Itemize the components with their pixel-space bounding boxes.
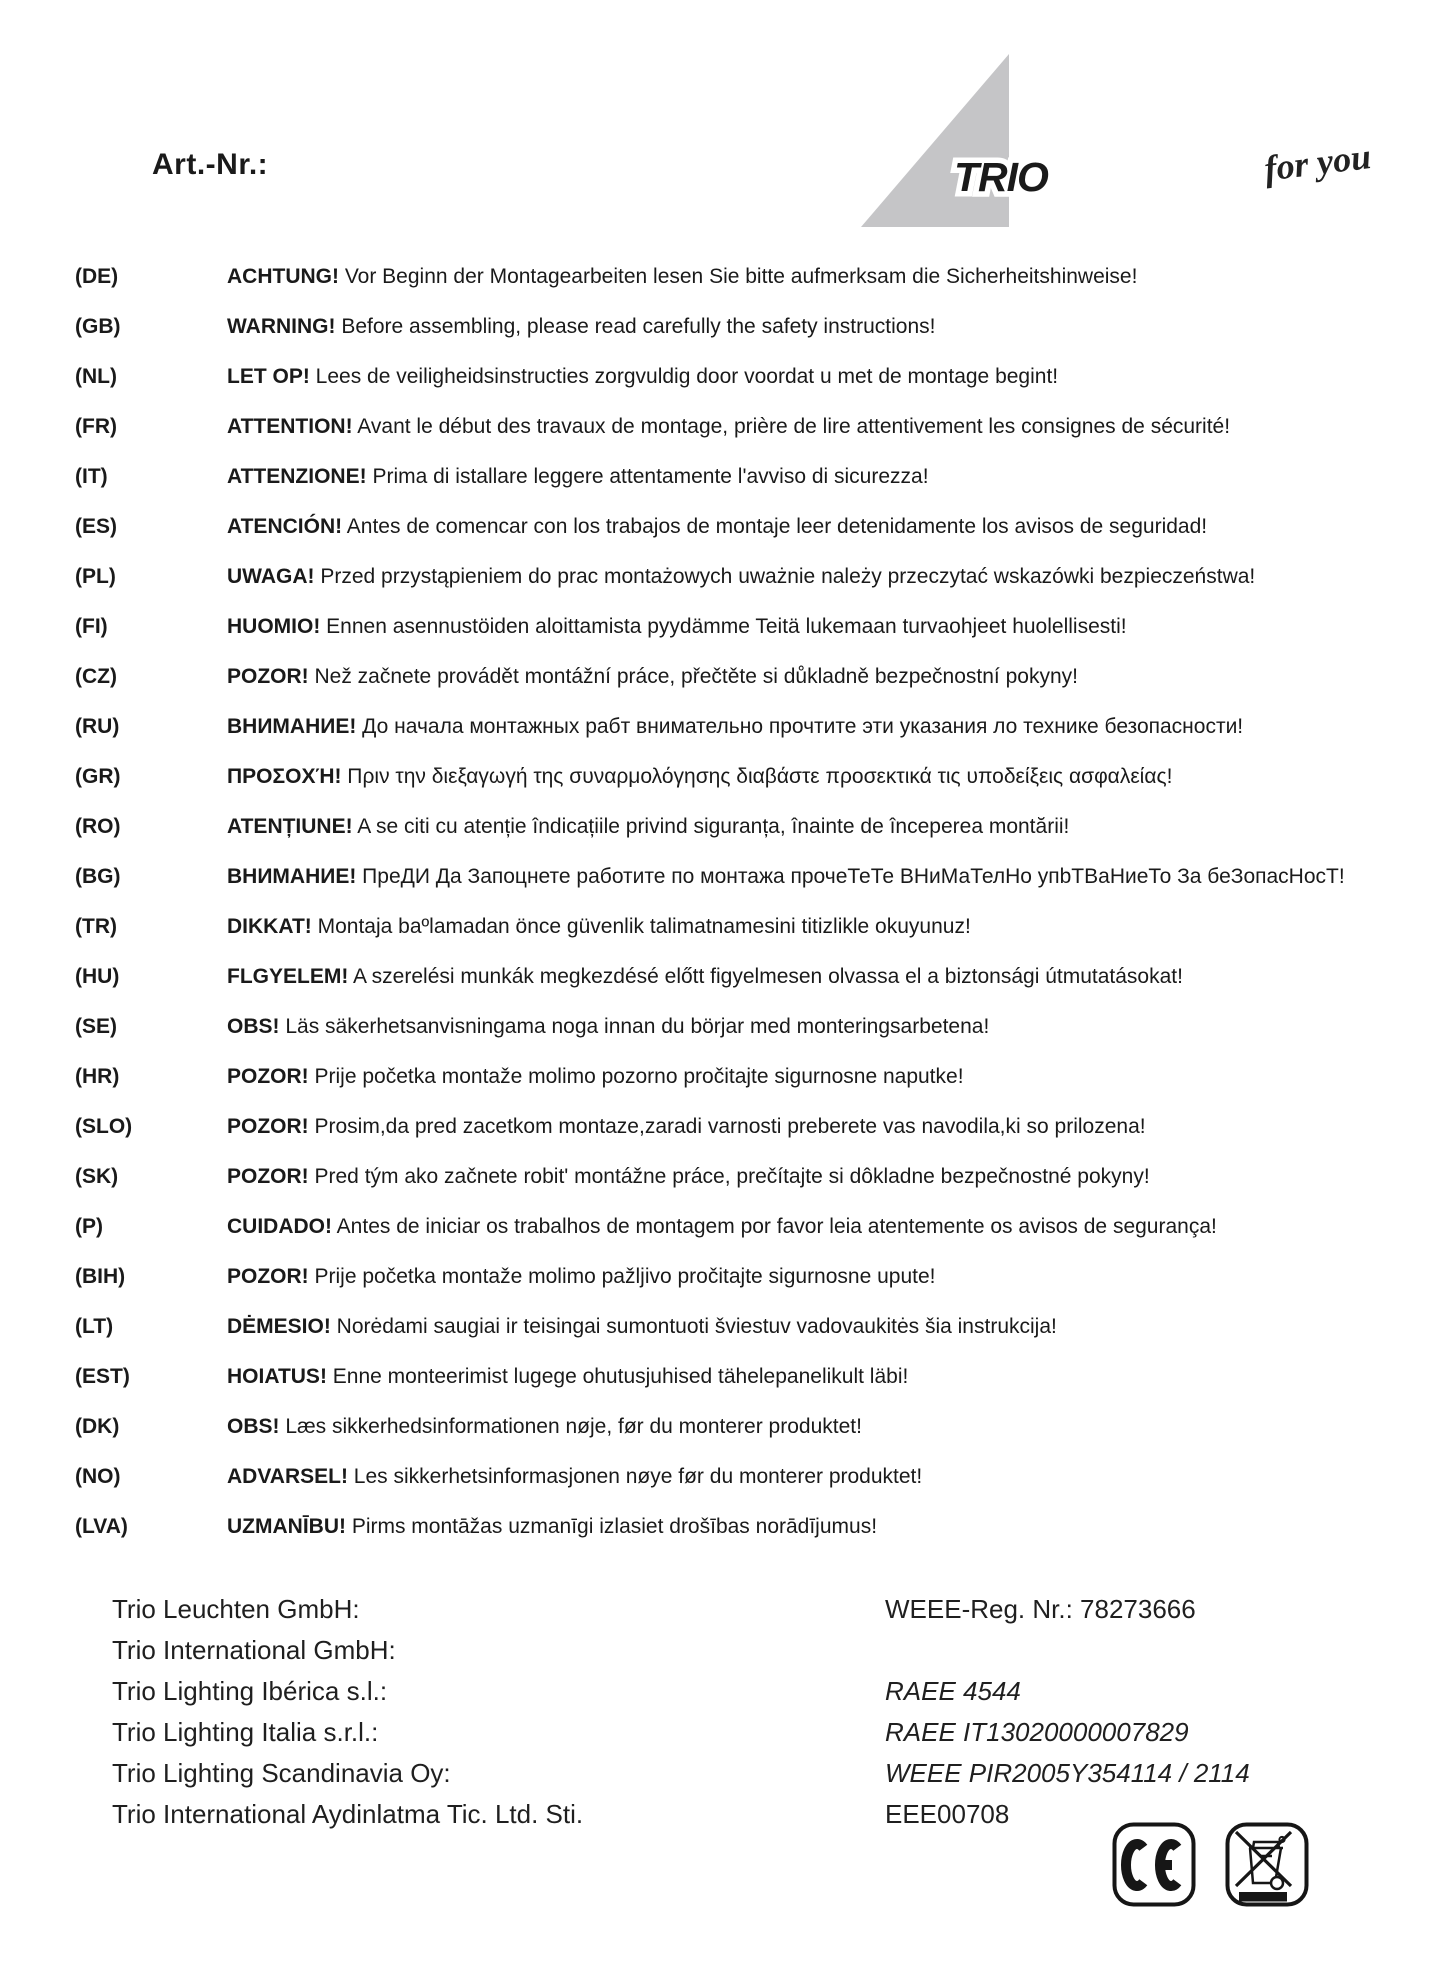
warning-text: [227, 1152, 1150, 1202]
company-row: [0, 1753, 1436, 1794]
warning-row: [0, 1152, 1436, 1202]
warning-row: [0, 752, 1436, 802]
language-code: (DE): [75, 265, 119, 288]
warning-text: [227, 952, 1183, 1002]
language-code: (GR): [75, 765, 121, 788]
warning-body: ПреДИ Да Запоцнете работите по монтажа прочеТеТе ВНиМаТелНо упbТВаНиеТо За беЗопасНосТ!: [356, 865, 1345, 888]
warning-lead-word: HOIATUS!: [227, 1365, 327, 1388]
warning-body: Montaja baºlamadan önce güvenlik talimatnamesini titizlikle okuyunuz!: [311, 915, 971, 938]
warning-lead-word: DIKKAT!: [227, 915, 312, 938]
company-name: Trio Leuchten GmbH:: [112, 1594, 360, 1624]
warning-lead-word: LET OP!: [227, 365, 310, 388]
ce-mark-icon: [1112, 1822, 1196, 1907]
warning-body: Prije početka montaže molimo pozorno pročitajte sigurnosne naputke!: [308, 1065, 964, 1088]
warning-text: [227, 352, 1058, 402]
warning-row: [0, 1252, 1436, 1302]
warning-text: [227, 1002, 989, 1052]
warning-text: [227, 1052, 964, 1102]
warning-body: Pirms montāžas uzmanīgi izlasiet drošības norādījumus!: [345, 1515, 878, 1538]
company-registration: WEEE-Reg. Nr.: 78273666: [885, 1594, 1196, 1624]
language-code: (CZ): [75, 665, 117, 688]
warning-body: Les sikkerhetsinformasjonen nøye før du monterer produktet!: [347, 1465, 923, 1488]
warning-row: [0, 402, 1436, 452]
company-registration: WEEE PIR2005Y354114 / 2114: [885, 1758, 1250, 1788]
company-name: Trio International GmbH:: [112, 1635, 396, 1665]
warning-body: Lees de veiligheidsinstructies zorgvuldig door voordat u met de montage begint!: [309, 365, 1059, 388]
language-code: (RU): [75, 715, 120, 738]
warning-text: [227, 502, 1207, 552]
warning-text: [227, 452, 929, 502]
warning-lead-word: ATTENTION!: [227, 415, 353, 438]
warning-row: [0, 1402, 1436, 1452]
warning-row: [0, 902, 1436, 952]
warning-lead-word: POZOR!: [227, 1165, 309, 1188]
warning-body: A szerelési munkák megkezdésé előtt figyelmesen olvassa el a biztonsági útmutatásokat!: [348, 965, 1183, 988]
warning-text: [227, 1502, 877, 1552]
company-registration: RAEE IT13020000007829: [885, 1717, 1189, 1747]
language-code: (EST): [75, 1365, 130, 1388]
warning-row: [0, 952, 1436, 1002]
warning-row: [0, 252, 1436, 302]
warning-body: Než začnete provádět montážní práce, přečtěte si důkladně bezpečnostní pokyny!: [308, 665, 1078, 688]
warning-text: [227, 1352, 908, 1402]
warning-lead-word: OBS!: [227, 1415, 280, 1438]
warning-lead-word: ΠΡΟΣΟΧΉ!: [227, 765, 342, 788]
warning-text: [227, 752, 1172, 802]
language-code: (BIH): [75, 1265, 126, 1288]
company-row: [0, 1671, 1436, 1712]
language-code: (NO): [75, 1465, 121, 1488]
warning-body: Przed przystąpieniem do prac montażowych uważnie należy przeczytać wskazówki bezpieczeństwa!: [314, 565, 1256, 588]
language-code: (BG): [75, 865, 121, 888]
warning-lead-word: ADVARSEL!: [227, 1465, 348, 1488]
warning-row: [0, 1052, 1436, 1102]
warning-text: [227, 652, 1078, 702]
warning-lead-word: ATENCIÓN!: [227, 515, 343, 538]
warning-body: Läs säkerhetsanvisningama noga innan du börjar med monteringsarbetena!: [279, 1015, 990, 1038]
warning-lead-word: ACHTUNG!: [227, 265, 339, 288]
warning-row: [0, 652, 1436, 702]
language-code: (ES): [75, 515, 117, 538]
trio-logo: [858, 52, 1073, 228]
warning-lead-word: ATENȚIUNE!: [227, 815, 353, 838]
language-code: (PL): [75, 565, 116, 588]
warning-row: [0, 452, 1436, 502]
warning-body: Prosim,da pred zacetkom montaze,zaradi varnosti preberete vas navodila,ki so prilozena!: [308, 1115, 1146, 1138]
warning-lead-word: CUIDADO!: [227, 1215, 332, 1238]
warning-text: [227, 602, 1127, 652]
language-code: (P): [75, 1215, 103, 1238]
company-row: [0, 1712, 1436, 1753]
warning-body: Vor Beginn der Montagearbeiten lesen Sie bitte aufmerksam die Sicherheitshinweise!: [338, 265, 1138, 288]
language-code: (RO): [75, 815, 121, 838]
warning-body: Ennen asennustöiden aloittamista pyydämme Teitä lukemaan turvaohjeet huolellisesti!: [320, 615, 1127, 638]
warning-row: [0, 1302, 1436, 1352]
warning-row: [0, 552, 1436, 602]
warning-lead-word: HUOMIO!: [227, 615, 321, 638]
warning-lead-word: POZOR!: [227, 1115, 309, 1138]
warning-lead-word: ВНИМАНИЕ!: [227, 865, 357, 888]
company-registration: EEE00708: [885, 1799, 1010, 1829]
warning-body: Læs sikkerhedsinformationen nøje, før du monterer produktet!: [279, 1415, 862, 1438]
language-code: (NL): [75, 365, 117, 388]
warning-lead-word: ВНИМАНИЕ!: [227, 715, 357, 738]
warning-text: [227, 1102, 1146, 1152]
warning-body: Prima di istallare leggere attentamente l'avviso di sicurezza!: [366, 465, 929, 488]
warning-lead-word: UWAGA!: [227, 565, 315, 588]
warning-body: Πριν την διεξαγωγή της συναρμολόγησης διαβάστε προσεκτικά τις υποδείξεις ασφαλείας!: [341, 765, 1173, 788]
trio-triangle: [861, 54, 1009, 227]
warning-row: [0, 602, 1436, 652]
warning-row: [0, 1352, 1436, 1402]
language-code: (LT): [75, 1315, 114, 1338]
warning-body: Enne monteerimist lugege ohutusjuhised tähelepanelikult läbi!: [326, 1365, 909, 1388]
warning-lead-word: WARNING!: [227, 315, 336, 338]
warning-text: [227, 1402, 862, 1452]
language-code: (SE): [75, 1015, 117, 1038]
language-code: (SLO): [75, 1115, 133, 1138]
warning-body: До начала монтажных рабт внимательно прочтите эти указания ло технике безопасности!: [356, 715, 1244, 738]
language-code: (LVA): [75, 1515, 128, 1538]
warning-body: Prije početka montaže molimo pažljivo pročitajte sigurnosne upute!: [308, 1265, 936, 1288]
language-code: (FI): [75, 615, 108, 638]
warning-row: [0, 502, 1436, 552]
language-code: (HR): [75, 1065, 120, 1088]
warning-lead-word: POZOR!: [227, 665, 309, 688]
language-code: (GB): [75, 315, 121, 338]
warnings-list: [0, 252, 1436, 1572]
warning-text: [227, 1202, 1217, 1252]
warning-text: [227, 852, 1345, 902]
warning-lead-word: DĖMESIO!: [227, 1315, 331, 1338]
warning-text: [227, 1452, 922, 1502]
warning-text: [227, 802, 1069, 852]
company-row: [0, 1794, 1436, 1835]
warning-lead-word: ATTENZIONE!: [227, 465, 367, 488]
warning-row: [0, 1452, 1436, 1502]
warning-row: [0, 302, 1436, 352]
warning-body: Pred tým ako začnete robit' montážne práce, prečítajte si dôkladne bezpečnostné pokyny!: [308, 1165, 1150, 1188]
warning-body: Antes de iniciar os trabalhos de montagem por favor leia atentemente os avisos de segurança!: [332, 1215, 1217, 1238]
warning-body: A se citi cu atenție îndicațiile privind siguranța, înainte de începerea montării!: [352, 815, 1070, 838]
warning-text: [227, 252, 1137, 302]
warning-lead-word: FLGYELEM!: [227, 965, 349, 988]
warning-row: [0, 1202, 1436, 1252]
warning-lead-word: POZOR!: [227, 1265, 309, 1288]
language-code: (HU): [75, 965, 120, 988]
warning-row: [0, 852, 1436, 902]
language-code: (SK): [75, 1165, 119, 1188]
company-name: Trio Lighting Ibérica s.l.:: [112, 1676, 388, 1706]
language-code: (TR): [75, 915, 117, 938]
language-code: (FR): [75, 415, 117, 438]
warning-row: [0, 702, 1436, 752]
warning-lead-word: OBS!: [227, 1015, 280, 1038]
company-name: Trio Lighting Scandinavia Oy:: [112, 1758, 451, 1788]
warning-body: Antes de comencar con los trabajos de montaje leer detenidamente los avisos de seguridad!: [342, 515, 1208, 538]
language-code: (IT): [75, 465, 108, 488]
warning-row: [0, 1102, 1436, 1152]
company-name: Trio International Aydinlatma Tic. Ltd. Sti.: [112, 1799, 584, 1829]
warning-row: [0, 352, 1436, 402]
company-row: [0, 1630, 1436, 1671]
warning-row: [0, 1502, 1436, 1552]
warning-row: [0, 802, 1436, 852]
language-code: (DK): [75, 1415, 120, 1438]
warning-text: [227, 1252, 936, 1302]
warning-lead-word: UZMANĪBU!: [227, 1515, 346, 1538]
company-registration: RAEE 4544: [885, 1676, 1021, 1706]
warning-text: [227, 1302, 1057, 1352]
company-name: Trio Lighting Italia s.r.l.:: [112, 1717, 379, 1747]
trio-logo-text: TRIO: [954, 154, 1048, 200]
warning-row: [0, 1002, 1436, 1052]
companies-section: [0, 1589, 1436, 1849]
warning-body: Norėdami saugiai ir teisingai sumontuoti šviestuv vadovaukitės šia instrukcija!: [330, 1315, 1057, 1338]
crossed-out-wheelie-bin-icon: [1225, 1822, 1309, 1907]
warning-text: [227, 702, 1243, 752]
warning-text: [227, 902, 971, 952]
warning-body: Before assembling, please read carefully the safety instructions!: [335, 315, 936, 338]
warning-body: Avant le début des travaux de montage, prière de lire attentivement les consignes de sécurité!: [352, 415, 1231, 438]
warning-text: [227, 552, 1255, 602]
article-number-label: Art.-Nr.:: [152, 148, 269, 181]
warning-text: [227, 302, 935, 352]
for-you-tagline: for you: [1262, 136, 1374, 189]
company-row: [0, 1589, 1436, 1630]
warning-lead-word: POZOR!: [227, 1065, 309, 1088]
warning-text: [227, 402, 1230, 452]
